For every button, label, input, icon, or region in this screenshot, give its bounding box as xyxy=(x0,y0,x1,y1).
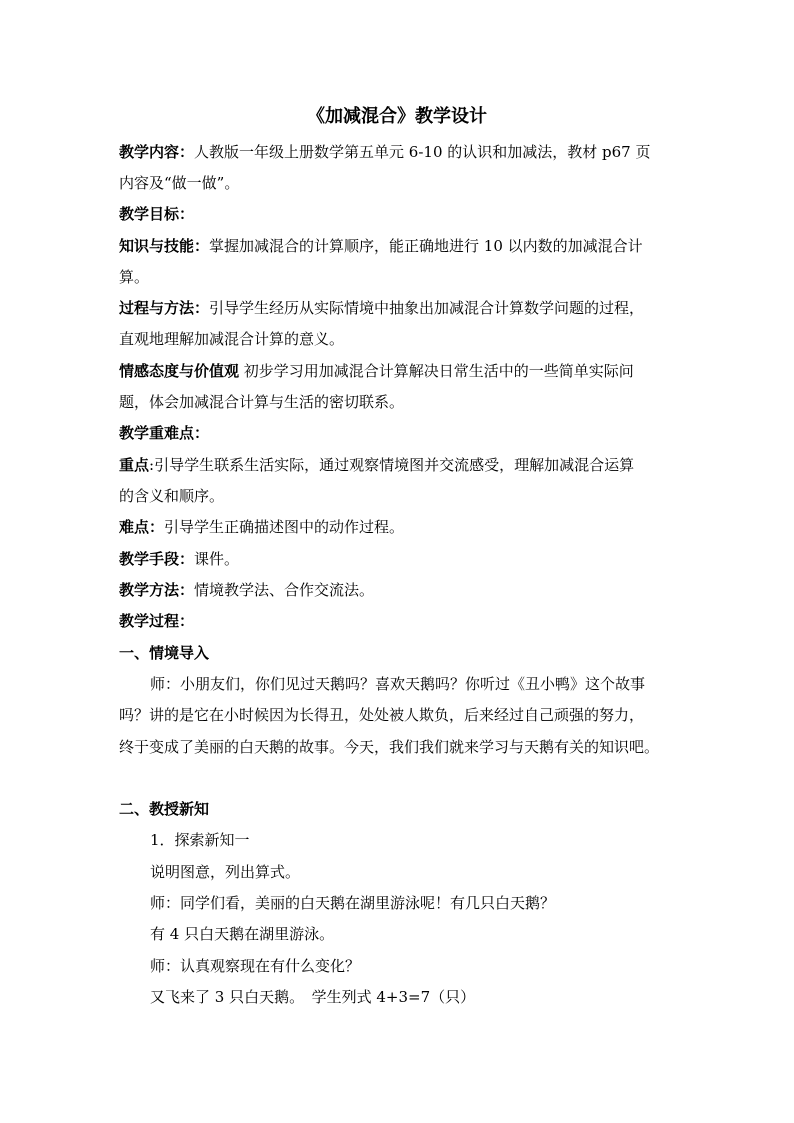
difficulty-line xyxy=(119,516,679,538)
knowledge-line-2: 算。 xyxy=(119,268,150,286)
procedure-heading: 教学过程： xyxy=(119,612,195,630)
knowledge-label: 知识与技能： xyxy=(119,237,210,255)
section1-paragraph-line-1: 师：小朋友们，你们见过天鹅吗？喜欢天鹅吗？你听过《丑小鸭》这个故事 xyxy=(150,675,646,693)
method-label: 教学方法： xyxy=(119,581,195,599)
document-title: 《加减混合》教学设计 xyxy=(307,106,487,127)
means-line xyxy=(119,548,679,570)
process-text: 引导学生经历从实际情境中抽象出加减混合计算数学问题的过程， xyxy=(209,299,645,317)
means-label: 教学手段： xyxy=(119,550,195,568)
emotion-label: 情感态度与价值观 xyxy=(119,362,240,380)
emotion-text: 初步学习用加减混合计算解决日常生活中的一些简单实际问 xyxy=(239,362,634,380)
difficulty-label: 难点： xyxy=(119,518,165,536)
section2-line-4: 有 4 只白天鹅在湖里游泳。 xyxy=(150,925,335,943)
section2-line-3: 师：同学们看，美丽的白天鹅在湖里游泳呢！有几只白天鹅？ xyxy=(150,894,556,912)
focus-text: :引导学生联系生活实际，通过观察情境图并交流感受，理解加减混合运算 xyxy=(149,456,635,474)
focus-line-2: 的含义和顺序。 xyxy=(119,487,225,505)
means-text: 课件。 xyxy=(194,550,240,568)
emotion-line-2: 题，体会加减混合计算与生活的密切联系。 xyxy=(119,393,405,411)
process-label: 过程与方法： xyxy=(119,299,210,317)
key-points-heading: 教学重难点： xyxy=(119,424,210,442)
section2-line-5: 师：认真观察现在有什么变化？ xyxy=(150,957,361,975)
section2-item-1: 1．探索新知一 xyxy=(150,831,250,849)
section2-heading: 二、教授新知 xyxy=(119,800,210,818)
focus-label: 重点 xyxy=(119,456,150,474)
section1-paragraph-line-3: 终于变成了美丽的白天鹅的故事。今天，我们我们就来学习与天鹅有关的知识吧。 xyxy=(119,738,660,756)
section1-paragraph-line-2: 吗？讲的是它在小时候因为长得丑，处处被人欺负，后来经过自己顽强的努力， xyxy=(119,706,645,724)
teaching-content-line-2: 内容及“做一做”。 xyxy=(119,174,240,192)
teaching-content-label: 教学内容： xyxy=(119,143,195,161)
focus-line-1 xyxy=(119,454,679,476)
emotion-line-1 xyxy=(119,360,679,382)
knowledge-line-1 xyxy=(119,235,679,257)
section2-line-6: 又飞来了 3 只白天鹅。 学生列式 4+3=7（只） xyxy=(150,988,476,1006)
section1-heading: 一、情境导入 xyxy=(119,644,210,662)
teaching-content-line-1 xyxy=(119,141,679,163)
difficulty-text: 引导学生正确描述图中的动作过程。 xyxy=(164,518,405,536)
teaching-content-text: 人教版一年级上册数学第五单元 6-10 的认识和加减法，教材 p67 页 xyxy=(194,143,651,161)
method-line xyxy=(119,579,679,601)
teaching-goals-heading: 教学目标： xyxy=(119,205,195,223)
section2-line-2: 说明图意，列出算式。 xyxy=(150,863,301,881)
method-text: 情境教学法、合作交流法。 xyxy=(194,581,375,599)
process-line-1 xyxy=(119,297,679,319)
process-line-2: 直观地理解加减混合计算的意义。 xyxy=(119,330,345,348)
knowledge-text: 掌握加减混合的计算顺序，能正确地进行 10 以内数的加减混合计 xyxy=(209,237,643,255)
